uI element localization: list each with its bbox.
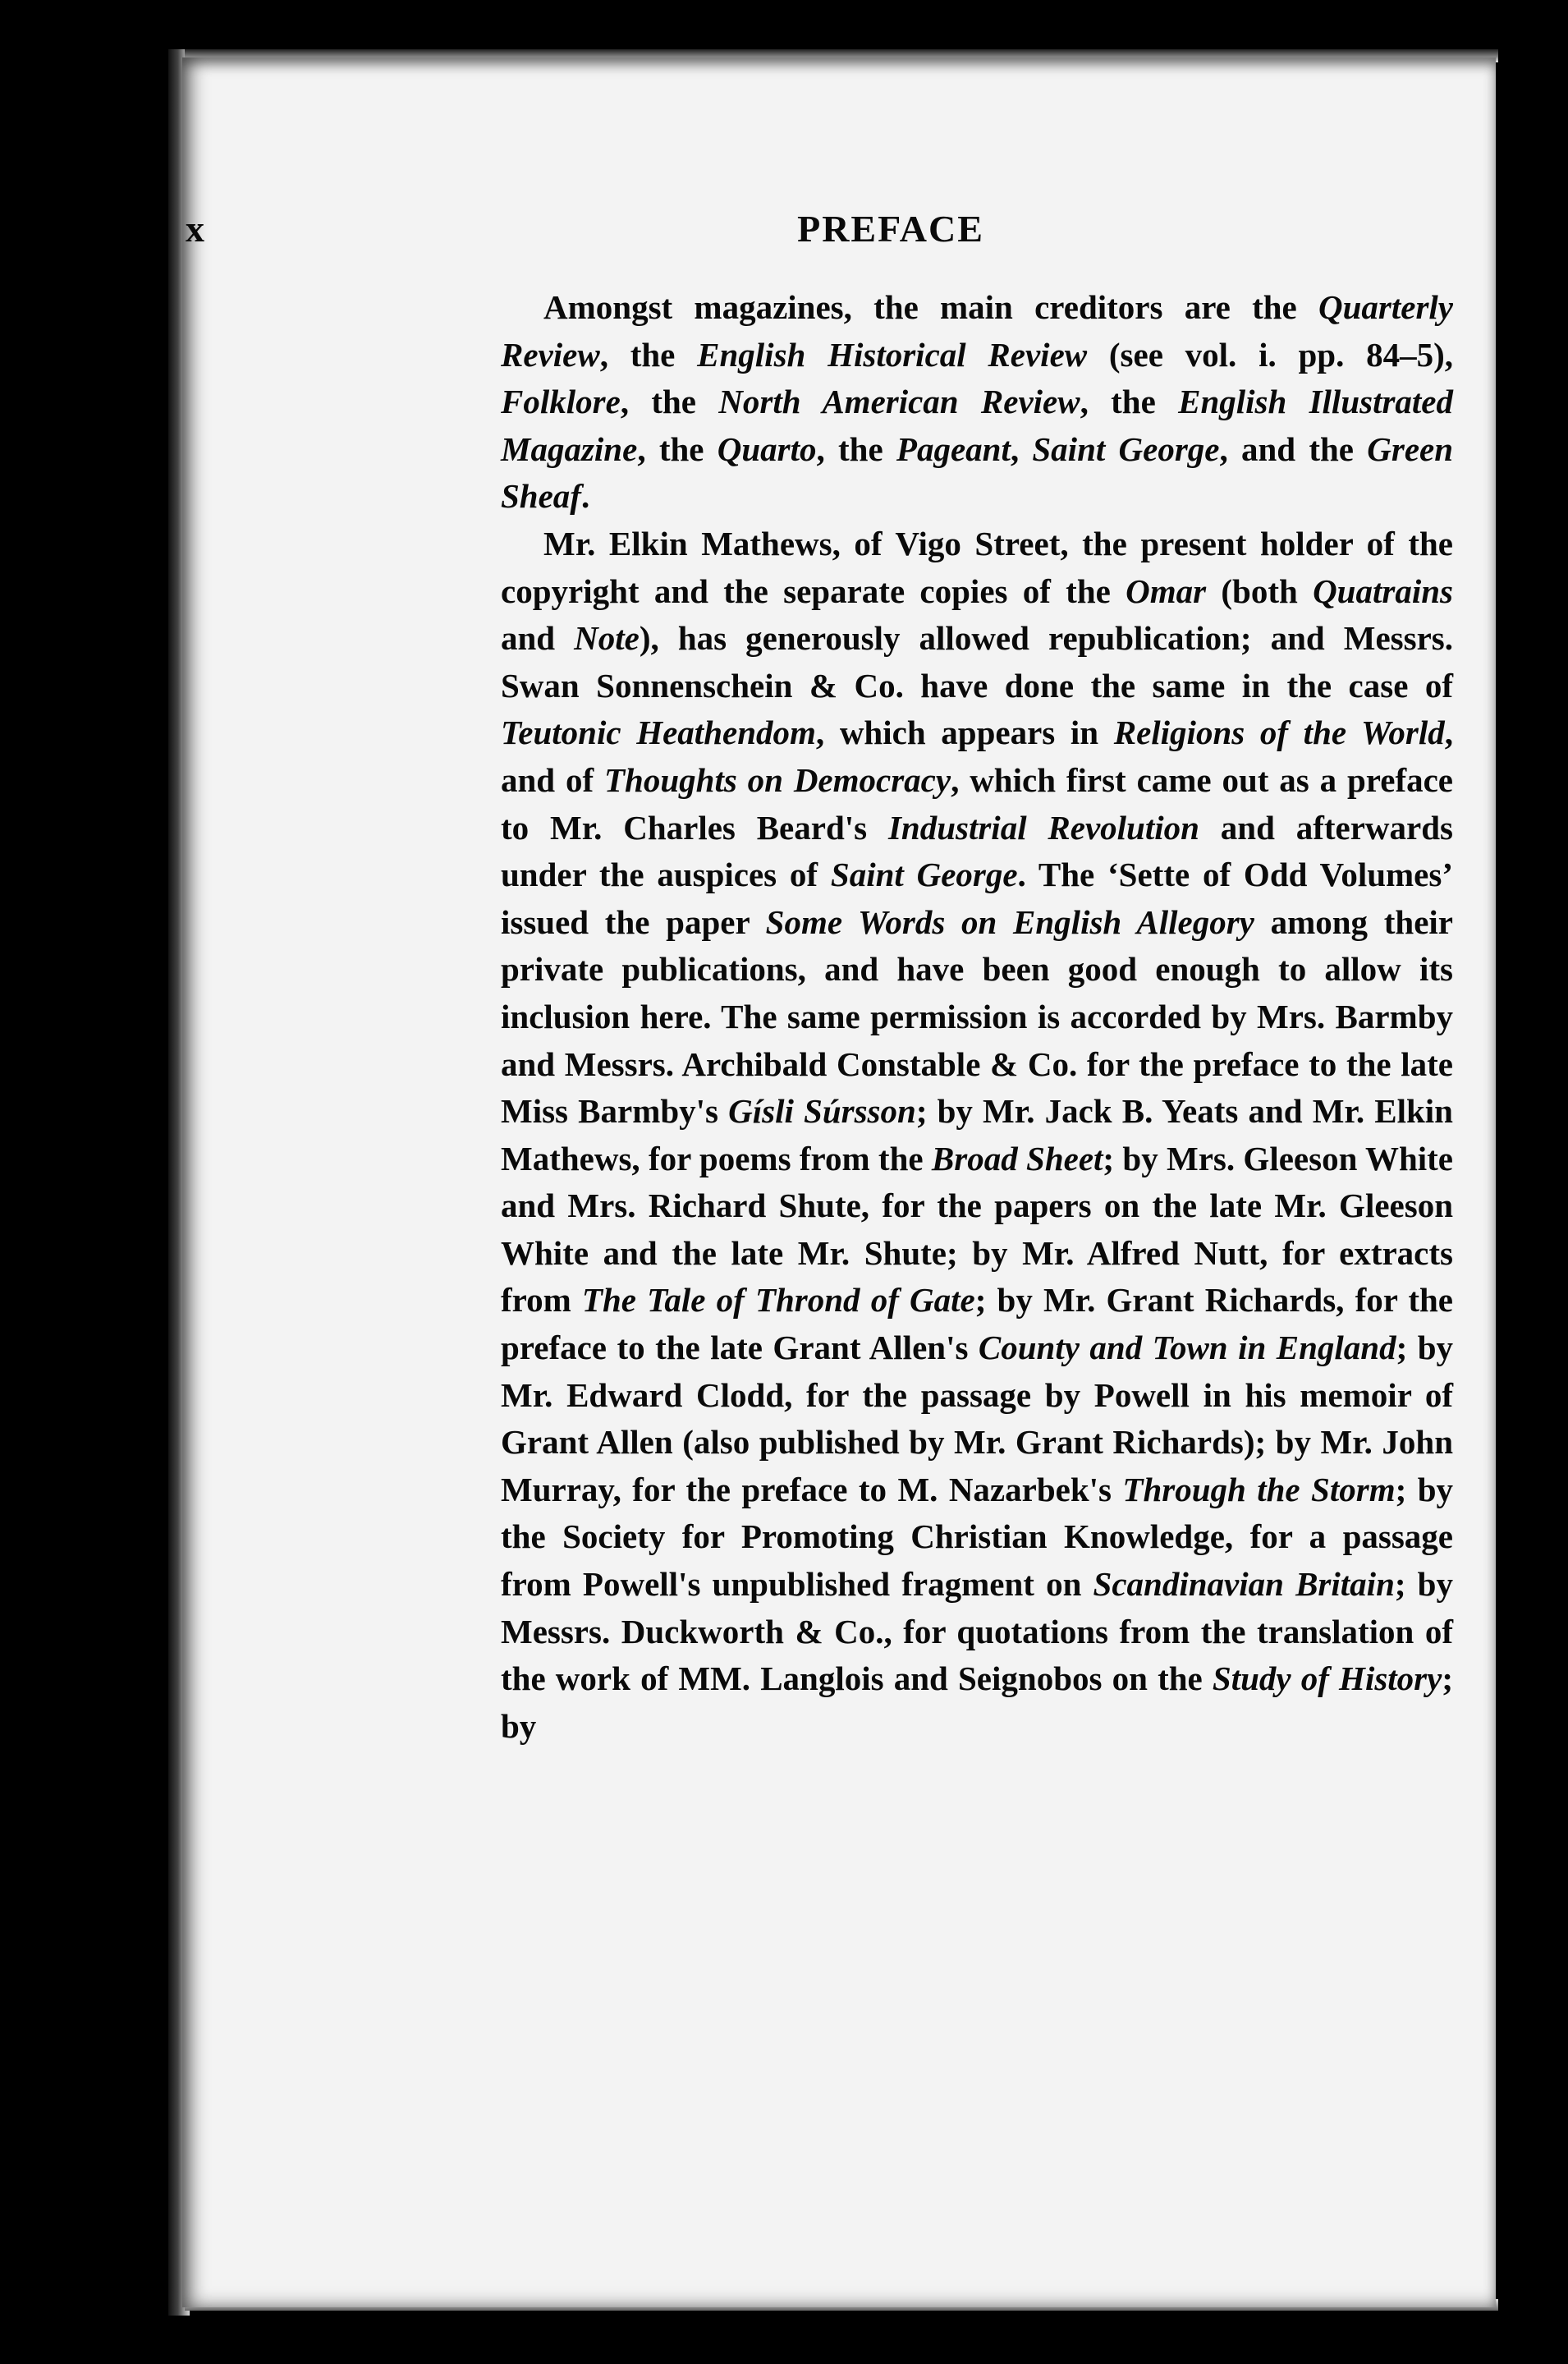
italic-title: Thoughts on Democracy xyxy=(604,760,951,799)
italic-title: Quatrains xyxy=(1313,571,1453,610)
italic-title: Religions of the World xyxy=(1113,714,1445,752)
italic-title: Scandinavian Britain xyxy=(1093,1565,1395,1604)
running-head: PREFACE xyxy=(797,208,984,250)
text-run: ; by Mrs. Gleeson White and Mrs. Richard Shute, for the papers on the late Mr. Gleeson White and the late Mr. Shute; by Mr. Alfred Nutt, for extracts from xyxy=(501,1139,1453,1320)
italic-title: Teutonic Heathendom xyxy=(501,714,816,752)
italic-title: The Tale of Thrond of Gate xyxy=(581,1281,975,1320)
italic-title: Pageant xyxy=(896,429,1011,468)
italic-title: Gísli Súrsson xyxy=(728,1092,916,1131)
text-run: . The ‘Sette of Odd Volumes’ issued the paper xyxy=(501,856,1453,941)
italic-title: Quarterly Review xyxy=(501,288,1453,374)
text-run: , the xyxy=(599,335,698,374)
italic-title: Omar xyxy=(1126,571,1207,610)
italic-title: County and Town in England xyxy=(978,1329,1396,1367)
italic-title: Quarto xyxy=(717,429,817,468)
text-run: among their private publications, and have been good enough to allow its inclusion here. The same permission is accorded by Mrs. Barmby and Messrs. Archibald Constable & Co. for the preface to the late Miss Barmby's xyxy=(501,902,1453,1131)
text-run: ), has generously allowed republication; and Messrs. Swan Sonnenschein & Co. have done the same in the case of xyxy=(501,619,1453,705)
italic-title: Saint George xyxy=(830,856,1018,894)
text-run: , the xyxy=(637,429,718,468)
text-run: ; by the Society for Promoting Christian Knowledge, for a passage from Powell's unpublished fragment on xyxy=(501,1470,1453,1604)
italic-title: Folklore xyxy=(501,383,621,421)
paragraph xyxy=(501,521,1453,1750)
page-header xyxy=(322,207,1460,264)
text-run: , xyxy=(1010,429,1033,468)
text-run: ; by Messrs. Duckworth & Co., for quotations from the translation of the work of MM. Langlois and Seignobos on the xyxy=(501,1565,1453,1698)
italic-title: Industrial Revolution xyxy=(887,808,1199,847)
text-run: , which first came out as a preface to Mr. Charles Beard's xyxy=(501,760,1453,847)
text-run: , and the xyxy=(1219,429,1368,468)
text-run: ; by Mr. Jack B. Yeats and Mr. Elkin Mathews, for poems from the xyxy=(501,1092,1453,1177)
italic-title: Study of History xyxy=(1212,1659,1442,1698)
text-run: (see vol. i. pp. 84–5), xyxy=(1087,335,1454,374)
text-run: ; by Mr. Grant Richards, for the preface to the late Grant Allen's xyxy=(501,1281,1453,1367)
text-run: (both xyxy=(1206,571,1314,610)
italic-title: English Historical Review xyxy=(697,335,1088,374)
italic-title: Saint George xyxy=(1032,429,1220,468)
text-run: ; by xyxy=(501,1659,1453,1745)
page-number: x xyxy=(186,208,204,250)
text-run: Amongst magazines, the main creditors are the xyxy=(543,288,1318,326)
text-run: Mr. Elkin Mathews, of Vigo Street, the present holder of the copyright and the separate copies of the xyxy=(501,524,1453,610)
italic-title: English Illustrated Magazine xyxy=(501,383,1454,468)
italic-title: Green Sheaf xyxy=(501,429,1454,516)
italic-title: Note xyxy=(574,619,640,658)
italic-title: Broad Sheet xyxy=(931,1139,1103,1177)
paragraph xyxy=(501,284,1453,521)
text-run: , the xyxy=(1080,383,1179,421)
text-run: , and of xyxy=(501,714,1453,799)
italic-title: Through the Storm xyxy=(1122,1470,1396,1508)
italic-title: North American Review xyxy=(718,383,1080,421)
italic-title: Some Words on English Allegory xyxy=(765,902,1254,941)
text-run: , the xyxy=(816,429,896,468)
text-run: and afterwards under the auspices of xyxy=(501,808,1453,894)
text-run: ; by Mr. Edward Clodd, for the passage by Powell in his memoir of Grant Allen (also published by Mr. Grant Richards); by Mr. John Murray, for the preface to M. Nazarbek's xyxy=(501,1329,1454,1508)
text-run: , the xyxy=(620,383,719,421)
text-run: . xyxy=(580,477,590,516)
body-text xyxy=(501,284,1453,1750)
text-run: and xyxy=(501,619,575,658)
text-run: , which appears in xyxy=(815,714,1114,752)
